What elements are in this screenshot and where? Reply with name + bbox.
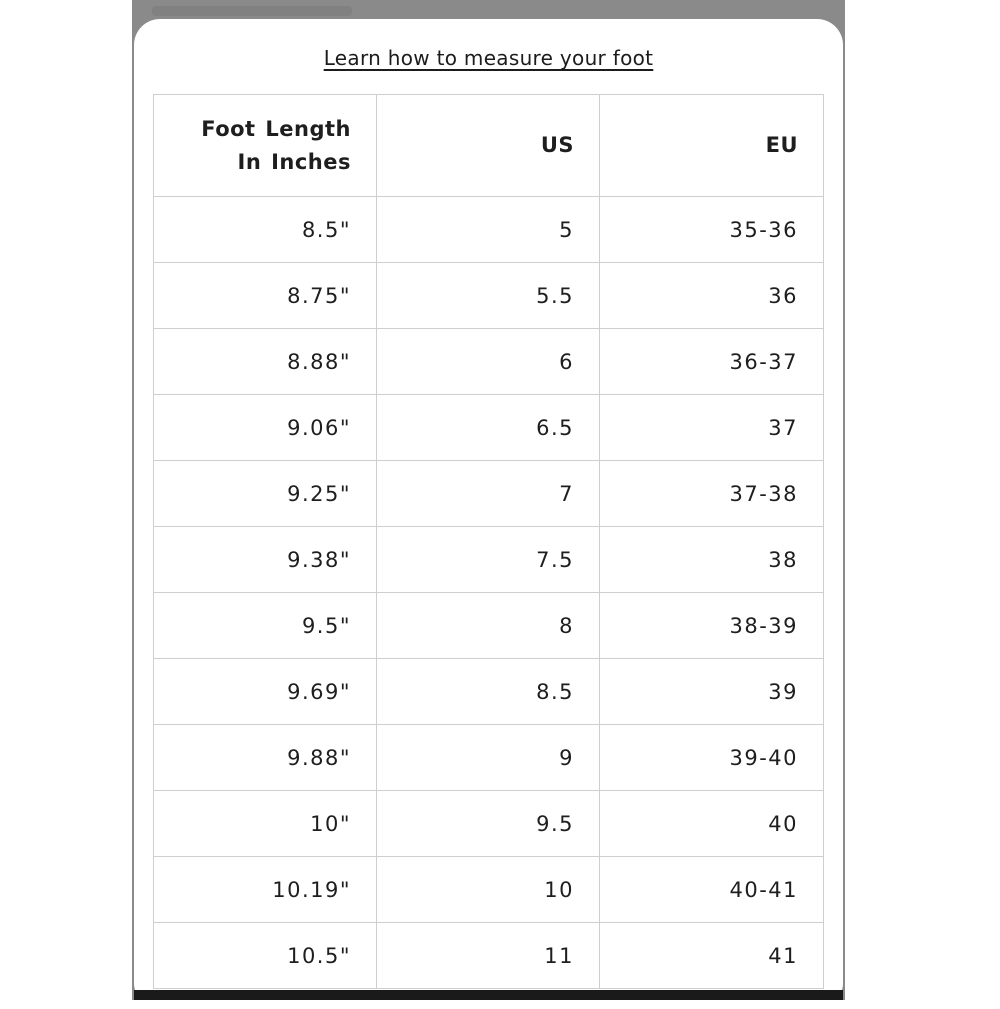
cell-foot-length: 9.25": [154, 461, 377, 527]
measure-foot-link[interactable]: Learn how to measure your foot: [323, 46, 654, 70]
cell-us-size: 10: [377, 857, 600, 923]
table-row: [154, 527, 824, 593]
cell-us-size: 5.5: [377, 263, 600, 329]
cell-eu-size: 39: [600, 659, 824, 725]
table-row: [154, 791, 824, 857]
cell-eu-size: 41: [600, 923, 824, 989]
cell-foot-length: 9.69": [154, 659, 377, 725]
cell-eu-size: 40: [600, 791, 824, 857]
cell-foot-length: 8.88": [154, 329, 377, 395]
cell-foot-length: 10.19": [154, 857, 377, 923]
cell-eu-size: 35-36: [600, 197, 824, 263]
cell-eu-size: 37: [600, 395, 824, 461]
header-eu: EU: [600, 95, 824, 197]
cell-eu-size: 38: [600, 527, 824, 593]
cell-us-size: 9.5: [377, 791, 600, 857]
cell-us-size: 9: [377, 725, 600, 791]
table-row: [154, 263, 824, 329]
cell-us-size: 8.5: [377, 659, 600, 725]
cell-foot-length: 10": [154, 791, 377, 857]
cell-eu-size: 40-41: [600, 857, 824, 923]
cell-foot-length: 8.75": [154, 263, 377, 329]
header-foot-length: Foot Length In Inches: [154, 95, 377, 197]
cell-us-size: 5: [377, 197, 600, 263]
cell-us-size: 11: [377, 923, 600, 989]
table-row: [154, 725, 824, 791]
size-chart-table: [153, 94, 824, 989]
bottom-edge-bar: [134, 990, 843, 1000]
cell-foot-length: 9.38": [154, 527, 377, 593]
cell-foot-length: 8.5": [154, 197, 377, 263]
header-us: US: [377, 95, 600, 197]
table-row: [154, 659, 824, 725]
table-header-row: [154, 95, 824, 197]
table-row: [154, 857, 824, 923]
cell-us-size: 6: [377, 329, 600, 395]
table-row: [154, 329, 824, 395]
cell-us-size: 6.5: [377, 395, 600, 461]
cell-foot-length: 9.06": [154, 395, 377, 461]
cell-us-size: 7: [377, 461, 600, 527]
cell-us-size: 8: [377, 593, 600, 659]
obscured-page-content: [152, 6, 352, 16]
table-row: [154, 395, 824, 461]
cell-foot-length: 9.88": [154, 725, 377, 791]
cell-us-size: 7.5: [377, 527, 600, 593]
cell-foot-length: 10.5": [154, 923, 377, 989]
table-row: [154, 923, 824, 989]
cell-eu-size: 36-37: [600, 329, 824, 395]
cell-eu-size: 38-39: [600, 593, 824, 659]
size-chart-body: [154, 197, 824, 989]
cell-foot-length: 9.5": [154, 593, 377, 659]
table-row: [154, 461, 824, 527]
table-row: [154, 197, 824, 263]
cell-eu-size: 37-38: [600, 461, 824, 527]
cell-eu-size: 39-40: [600, 725, 824, 791]
size-guide-modal: [134, 19, 843, 1009]
cell-eu-size: 36: [600, 263, 824, 329]
table-row: [154, 593, 824, 659]
